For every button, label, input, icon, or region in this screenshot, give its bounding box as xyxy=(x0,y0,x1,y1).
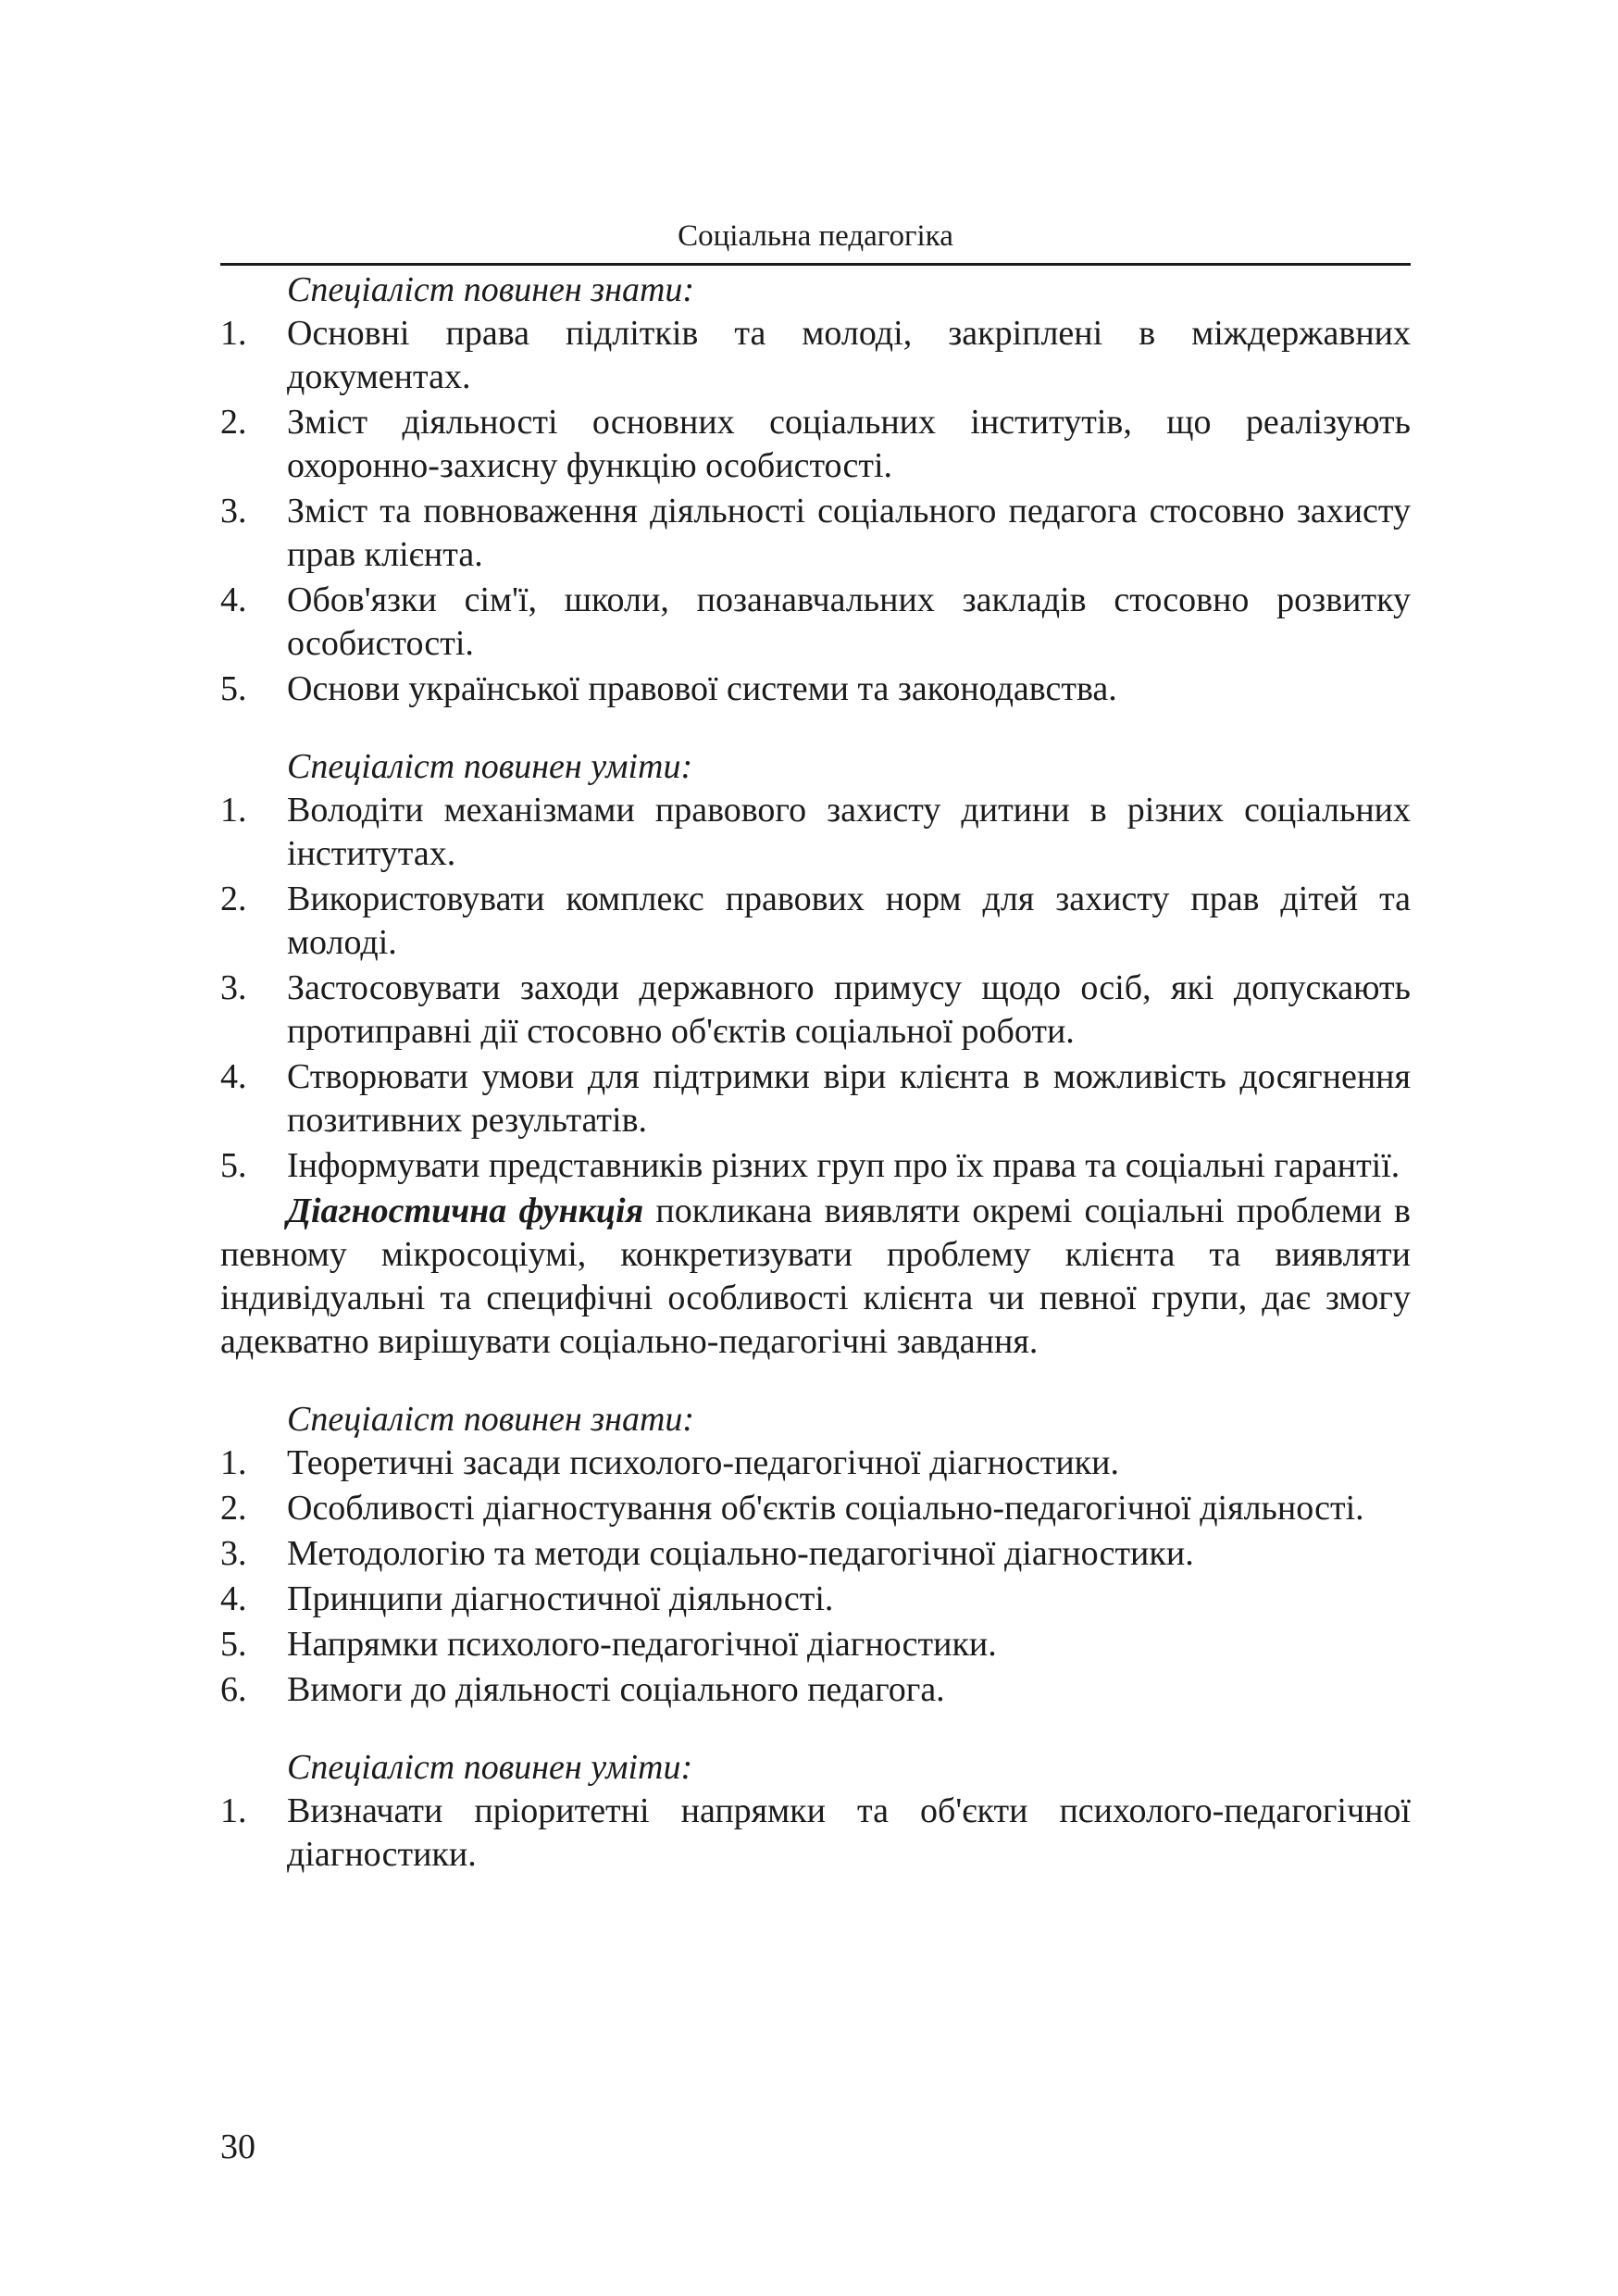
list-item xyxy=(220,789,1411,876)
list-item-text: Особливості діагностування об'єктів соціально-педагогічної діяльності. xyxy=(287,1489,1364,1528)
list-item xyxy=(220,1144,1411,1188)
list-item-number: 5. xyxy=(220,1146,247,1185)
paragraph-text: покликана виявляти окремі соціальні проблеми в певному мікросоціумі, конкретизувати проблему клієнта та виявляти індивідуальні та специфічні особливості клієнта чи певної групи, дає змогу адекватно вирішувати соціально-педагогічні завдання. xyxy=(220,1192,1411,1361)
requirements-list xyxy=(220,789,1411,1188)
list-item xyxy=(220,1668,1411,1712)
list-item-number: 2. xyxy=(220,403,247,442)
list-item xyxy=(220,1578,1411,1621)
list-item-number: 1. xyxy=(220,1443,247,1482)
list-item-text: Застосовувати заходи державного примусу щодо осіб, які допускають протиправні дії стосовно об'єктів соціальної роботи. xyxy=(287,968,1411,1051)
section-heading: Спеціаліст повинен уміти: xyxy=(287,747,693,786)
requirements-list xyxy=(220,1790,1411,1877)
paragraph-term: Діагностична функція xyxy=(287,1192,644,1230)
list-item xyxy=(220,490,1411,577)
list-item-text: Теоретичні засади психолого-педагогічної діагностики. xyxy=(287,1443,1119,1482)
list-item-number: 4. xyxy=(220,580,247,619)
list-item-number: 1. xyxy=(220,1791,247,1830)
list-item xyxy=(220,878,1411,965)
list-item-text: Володіти механізмами правового захисту дитини в різних соціальних інститутах. xyxy=(287,791,1411,873)
list-item-number: 3. xyxy=(220,1534,247,1573)
list-item xyxy=(220,1441,1411,1485)
list-item-text: Зміст та повноваження діяльності соціального педагога стосовно захисту прав клієнта. xyxy=(287,492,1411,574)
list-item-text: Створювати умови для підтримки віри клієнта в можливість досягнення позитивних результатів. xyxy=(287,1057,1411,1140)
list-item xyxy=(220,967,1411,1054)
list-item xyxy=(220,1055,1411,1142)
requirements-list xyxy=(220,312,1411,711)
running-header xyxy=(220,215,1411,266)
list-item-number: 4. xyxy=(220,1057,247,1096)
list-item-number: 1. xyxy=(220,791,247,830)
page-content xyxy=(220,268,1411,1878)
list-item-number: 5. xyxy=(220,1625,247,1664)
page-number: 30 xyxy=(220,2128,255,2166)
list-item-text: Зміст діяльності основних соціальних інститутів, що реалізують охоронно-захисну функцію особистості. xyxy=(287,403,1411,485)
list-item-number: 6. xyxy=(220,1670,247,1709)
section-heading: Спеціаліст повинен знати: xyxy=(287,1400,695,1439)
requirements-list xyxy=(220,1441,1411,1712)
list-item-text: Основні права підлітків та молоді, закріплені в міждержавних документах. xyxy=(287,314,1411,396)
body-paragraph xyxy=(220,1190,1411,1364)
list-item-number: 3. xyxy=(220,968,247,1007)
list-item-text: Інформувати представників різних груп про їх права та соціальні гарантії. xyxy=(287,1146,1400,1185)
section-heading: Спеціаліст повинен знати: xyxy=(287,270,695,309)
list-item-number: 1. xyxy=(220,314,247,353)
list-item-text: Вимоги до діяльності соціального педагога. xyxy=(287,1670,945,1709)
list-item xyxy=(220,401,1411,488)
list-item-number: 4. xyxy=(220,1579,247,1618)
list-item xyxy=(220,312,1411,399)
section-heading: Спеціаліст повинен уміти: xyxy=(287,1748,693,1787)
list-item-text: Напрямки психолого-педагогічної діагностики. xyxy=(287,1625,997,1664)
header-title: Соціальна педагогіка xyxy=(678,219,953,253)
list-item-number: 3. xyxy=(220,492,247,530)
list-item-text: Використовувати комплекс правових норм для захисту прав дітей та молоді. xyxy=(287,880,1411,962)
list-item-number: 5. xyxy=(220,669,247,708)
list-item xyxy=(220,668,1411,711)
list-item xyxy=(220,1532,1411,1576)
list-item-text: Принципи діагностичної діяльності. xyxy=(287,1579,834,1618)
list-item xyxy=(220,1487,1411,1530)
list-item-text: Основи української правової системи та законодавства. xyxy=(287,669,1117,708)
list-item-number: 2. xyxy=(220,1489,247,1528)
list-item-text: Визначати пріоритетні напрямки та об'єкти психолого-педагогічної діагностики. xyxy=(287,1791,1411,1874)
list-item-number: 2. xyxy=(220,880,247,918)
list-item xyxy=(220,579,1411,666)
list-item-text: Методологію та методи соціально-педагогічної діагностики. xyxy=(287,1534,1194,1573)
list-item xyxy=(220,1790,1411,1877)
list-item-text: Обов'язки сім'ї, школи, позанавчальних закладів стосовно розвитку особистості. xyxy=(287,580,1411,663)
list-item xyxy=(220,1623,1411,1666)
